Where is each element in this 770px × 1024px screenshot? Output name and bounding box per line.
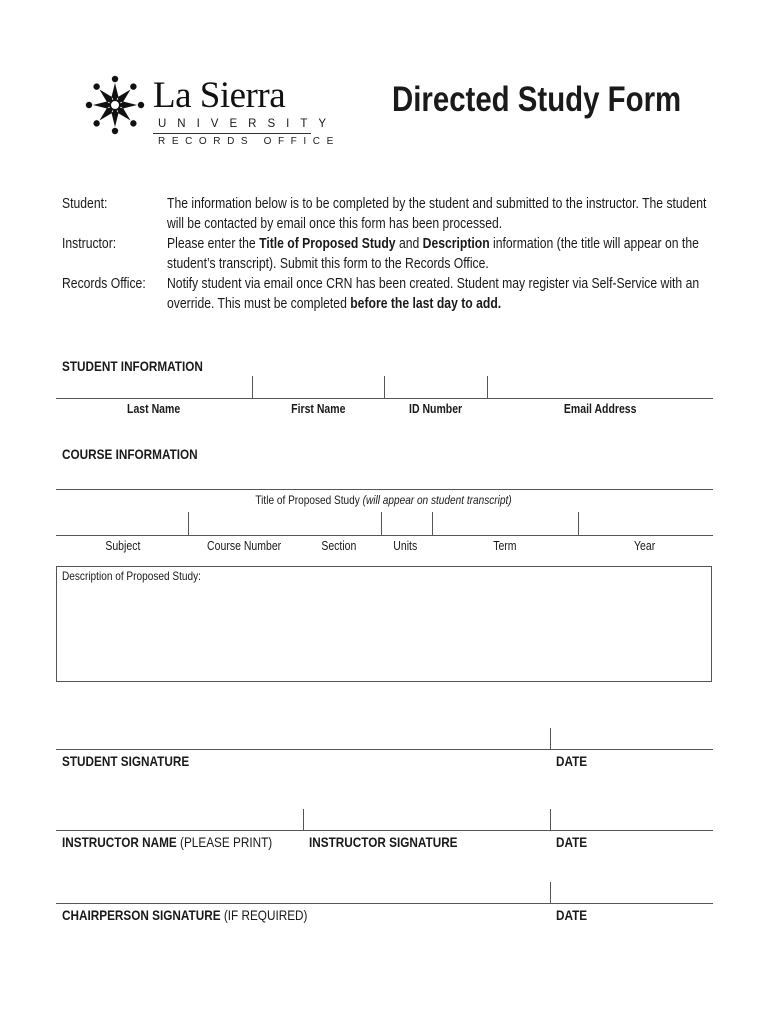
instructor-name-input[interactable] <box>56 809 302 831</box>
form-title <box>392 80 736 120</box>
instruction-label-text: Student: <box>62 196 108 212</box>
signature-baseline <box>56 830 713 831</box>
instruction-text-records <box>167 274 770 314</box>
field-label-year <box>545 539 745 553</box>
student-date-input[interactable] <box>551 728 713 750</box>
instruction-label-text: Instructor: <box>62 236 117 252</box>
instruction-line: student’s transcript). Submit this form to the Records Office. <box>167 256 489 272</box>
signature-divider <box>550 809 551 830</box>
field-label-text: Section <box>321 539 357 553</box>
sunburst-people-icon <box>84 74 146 136</box>
instruction-line: will be contacted by email once this form has been processed. <box>167 216 503 232</box>
text-run: information (the title will appear on the <box>489 236 699 252</box>
field-baseline <box>56 489 713 490</box>
instruction-line <box>167 234 705 254</box>
chairperson-signature-label <box>62 907 354 923</box>
instruction-text-student <box>167 194 770 234</box>
instructor-signature-label <box>309 834 486 850</box>
instruction-text-instructor <box>167 234 770 274</box>
field-label-text: Units <box>393 539 417 553</box>
form-title-text: Directed Study Form <box>392 80 682 119</box>
field-label-text: Description of Proposed Study: <box>62 569 201 583</box>
student-information-heading <box>62 358 230 374</box>
field-baseline <box>56 398 713 399</box>
instruction-line: The information below is to be completed by the student and submitted to the instructor. The student <box>167 196 707 212</box>
logo-name: La Sierra <box>153 75 286 116</box>
text-run: and <box>395 236 423 252</box>
signature-baseline <box>56 903 713 904</box>
signature-label-text: DATE <box>556 907 588 923</box>
description-textarea[interactable] <box>56 566 712 682</box>
text-run: override. This must be completed <box>167 296 351 312</box>
signature-label-text <box>62 834 272 850</box>
signature-label-text: STUDENT SIGNATURE <box>62 753 190 769</box>
signature-baseline <box>56 749 713 750</box>
student-date-label <box>556 753 593 769</box>
field-label-text: Last Name <box>127 402 181 416</box>
text-run-bold: before the last day to add. <box>350 296 502 312</box>
field-divider <box>381 512 382 535</box>
text-run-bold: INSTRUCTOR NAME <box>62 834 177 850</box>
field-baseline <box>56 535 713 536</box>
field-divider <box>432 512 433 535</box>
chairperson-date-input[interactable] <box>551 882 713 904</box>
field-divider <box>384 376 385 398</box>
signature-label-text: DATE <box>556 834 588 850</box>
field-divider <box>578 512 579 535</box>
field-divider <box>188 512 189 535</box>
section-title-text: COURSE INFORMATION <box>62 446 198 462</box>
text-run-bold: Description <box>422 236 490 252</box>
field-label-text: Year <box>634 539 656 553</box>
signature-label-text <box>62 907 307 923</box>
section-title-text: STUDENT INFORMATION <box>62 358 203 374</box>
logo-office: RECORDS OFFICE <box>158 136 340 147</box>
text-run-bold: Title of Proposed Study <box>259 236 396 252</box>
text-run: (PLEASE PRINT) <box>176 834 273 850</box>
field-label-text: Email Address <box>563 402 637 416</box>
signature-divider <box>550 882 551 903</box>
text-run: Please enter the <box>167 236 260 252</box>
description-label <box>62 569 227 583</box>
text-run: Title of Proposed Study <box>255 493 364 507</box>
instructor-date-input[interactable] <box>551 809 713 831</box>
field-label-text: ID Number <box>409 402 463 416</box>
instructor-date-label <box>556 834 593 850</box>
field-label-text <box>256 493 512 507</box>
field-label-text: Subject <box>105 539 141 553</box>
signature-label-text: INSTRUCTOR SIGNATURE <box>309 834 458 850</box>
course-details-input-row[interactable] <box>56 512 713 536</box>
logo-divider <box>153 133 311 134</box>
field-divider <box>252 376 253 398</box>
instruction-label-instructor <box>62 234 126 254</box>
field-label-proposed-title <box>184 493 584 507</box>
chairperson-signature-input[interactable] <box>56 882 550 904</box>
signature-label-text: DATE <box>556 753 588 769</box>
field-label-text: Term <box>493 539 517 553</box>
instruction-line: Notify student via email once CRN has been created. Student may register via Self-Service with an <box>167 276 700 292</box>
instruction-label-student <box>62 194 116 214</box>
signature-divider <box>550 728 551 749</box>
logo-university: UNIVERSITY <box>158 118 338 130</box>
text-run-italic: (will appear on student transcript) <box>363 493 513 507</box>
signature-divider <box>303 809 304 830</box>
student-signature-label <box>62 753 213 769</box>
instruction-label-records <box>62 274 162 294</box>
instructor-name-label <box>62 834 312 850</box>
text-run: (IF REQUIRED) <box>220 907 308 923</box>
title-of-proposed-study-input[interactable] <box>56 466 713 490</box>
student-signature-input[interactable] <box>56 728 550 750</box>
field-label-text: First Name <box>290 402 346 416</box>
field-divider <box>487 376 488 398</box>
course-information-heading <box>62 446 224 462</box>
instruction-label-text: Records Office: <box>62 276 146 292</box>
text-run-bold: CHAIRPERSON SIGNATURE <box>62 907 221 923</box>
instruction-line <box>167 294 705 314</box>
field-label-text: Course Number <box>206 539 282 553</box>
student-info-input-row[interactable] <box>56 376 713 400</box>
instructor-signature-input[interactable] <box>304 809 550 831</box>
chairperson-date-label <box>556 907 593 923</box>
field-label-email <box>500 402 700 416</box>
